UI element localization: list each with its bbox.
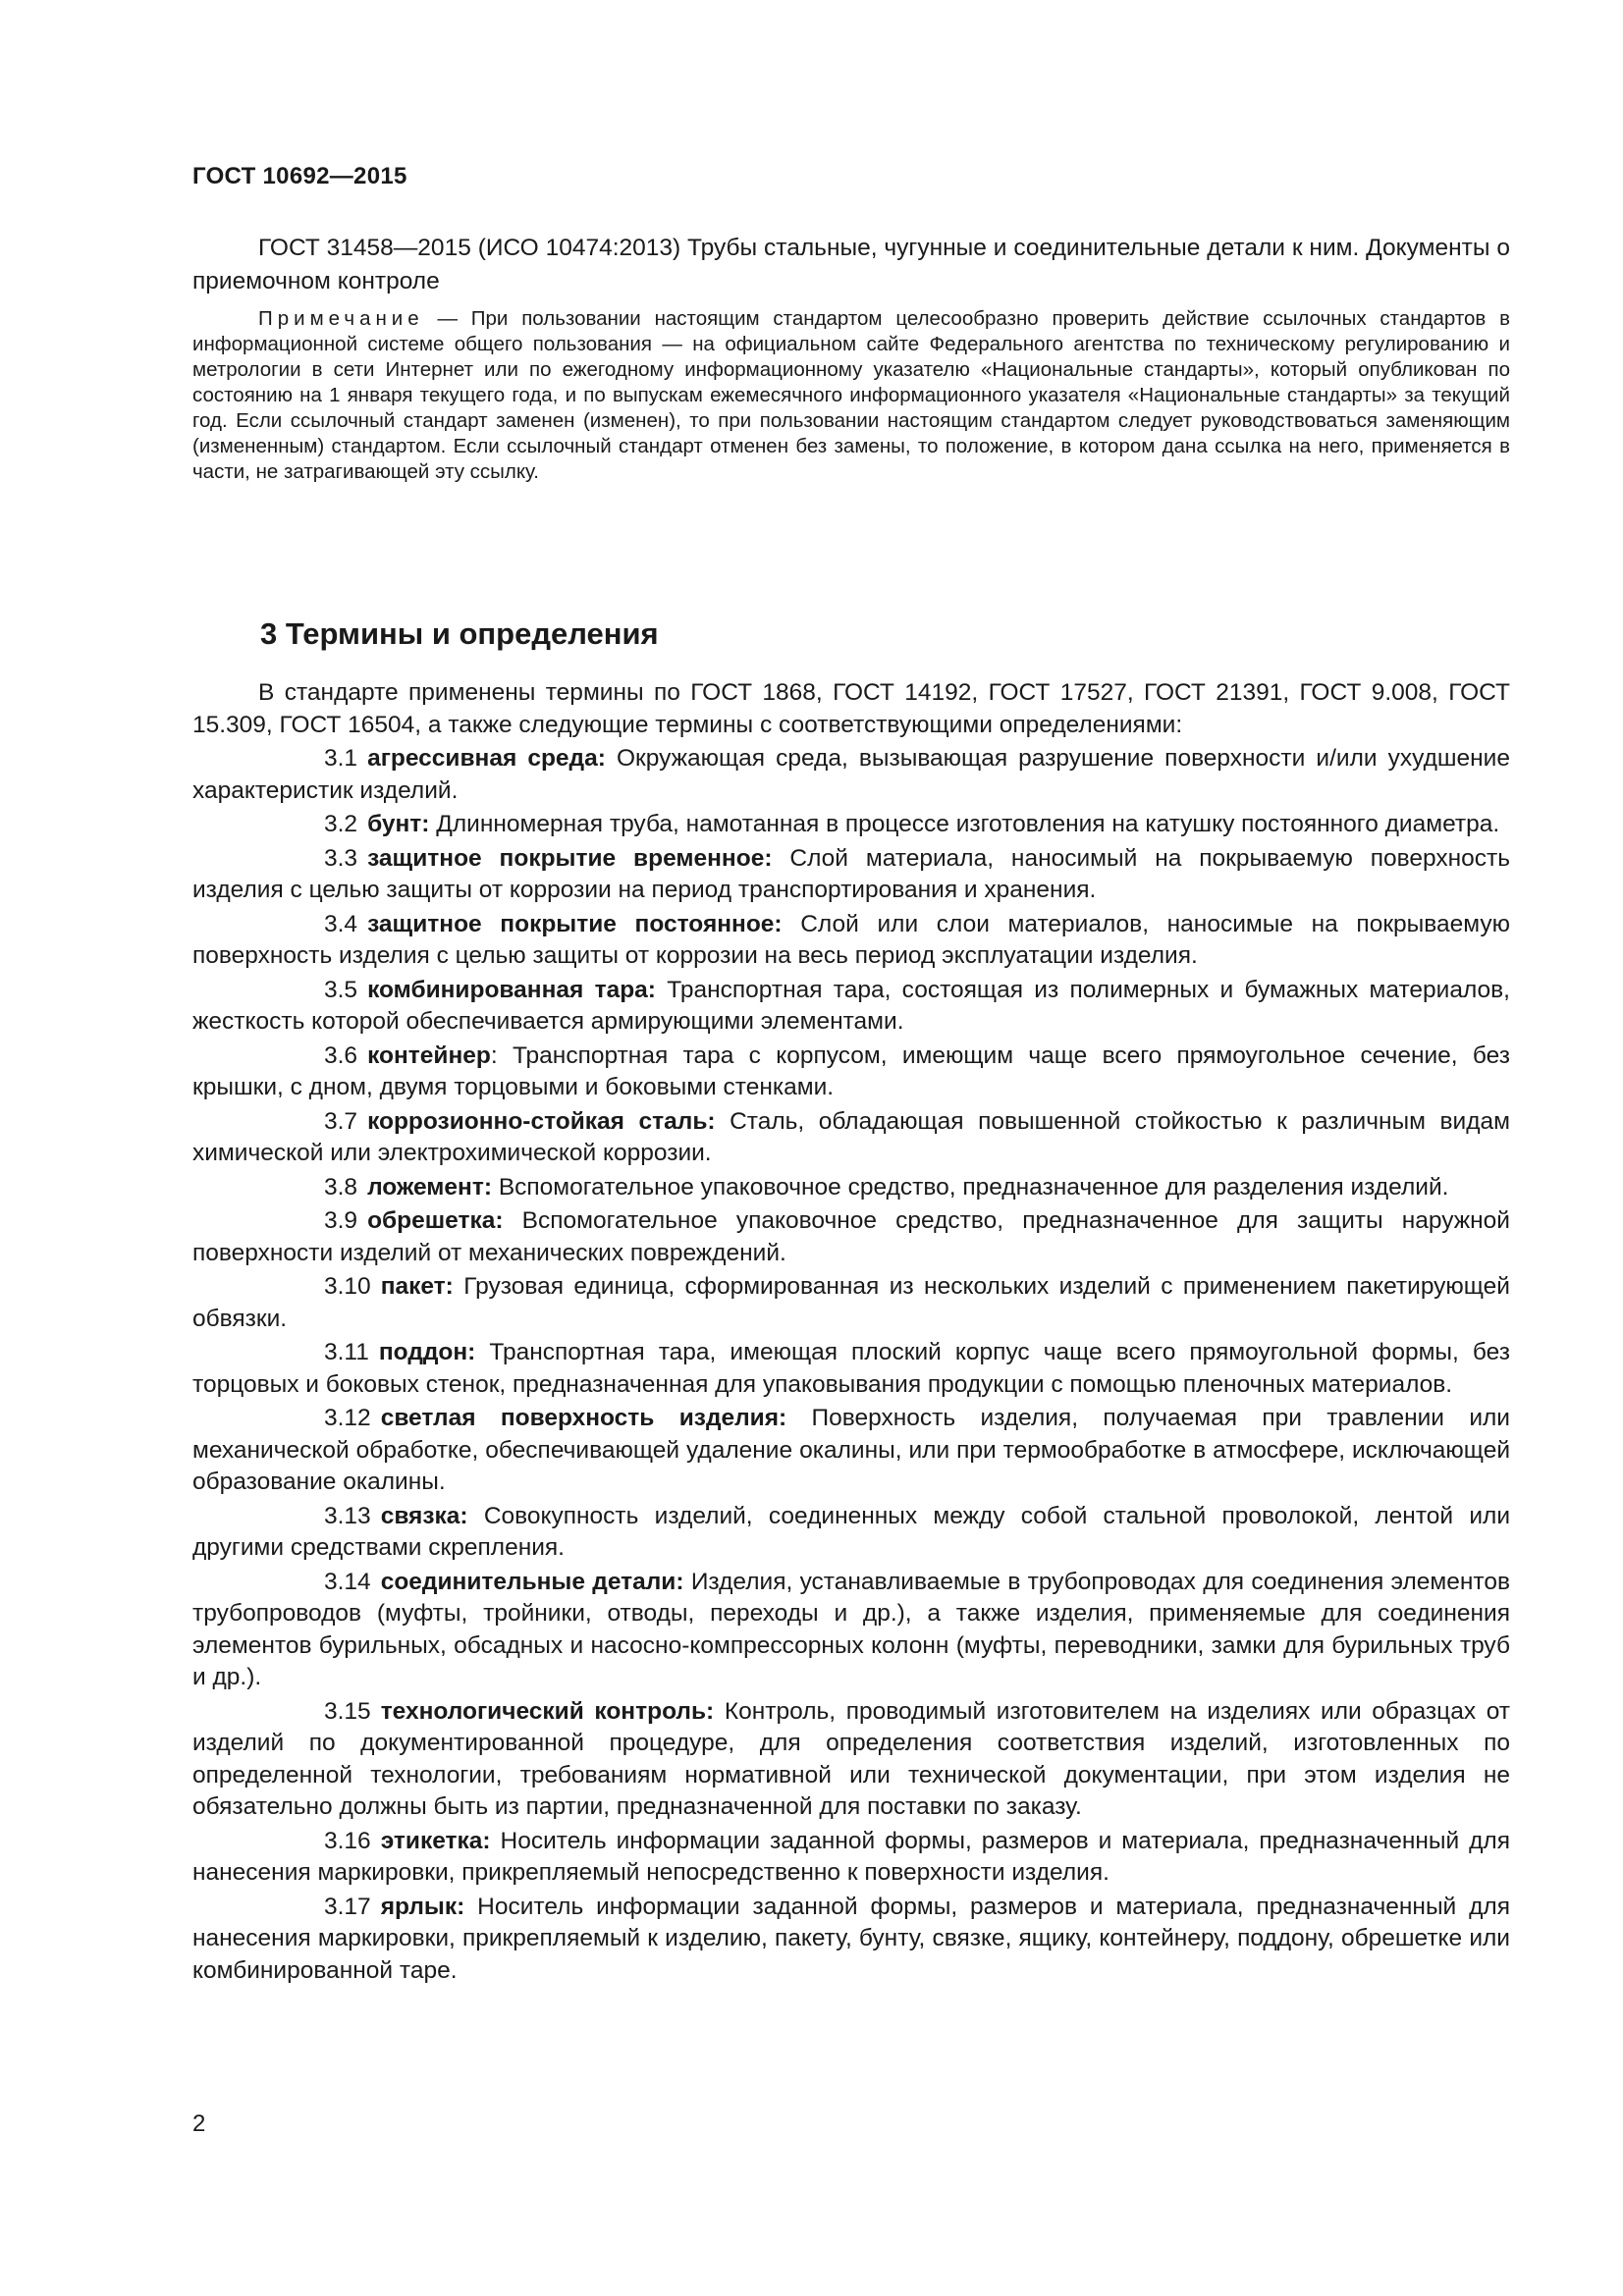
page-number: 2 <box>192 2110 206 2137</box>
term-entry <box>192 1172 1510 1204</box>
term-entry <box>192 843 1510 907</box>
term-number: 3.4 <box>324 910 358 937</box>
term-definition: Сталь, обладающая повышенной стойкостью к различным видам химической или электрохимической коррозии. <box>192 1107 1510 1166</box>
term-entry <box>192 1892 1510 1988</box>
term-entry <box>192 1826 1510 1890</box>
term-name: контейнер <box>367 1041 491 1069</box>
term-name: пакет: <box>380 1273 454 1300</box>
terms-body <box>192 677 1510 1987</box>
term-name: бунт: <box>367 811 430 837</box>
note-lead: Примечание <box>258 307 424 330</box>
term-name: ярлык: <box>380 1893 465 1920</box>
term-definition: Носитель информации заданной формы, размеров и материала, предназначенный для нанесения маркировки, прикрепляемый непосредственно к поверхности изделия. <box>192 1827 1510 1886</box>
term-entry <box>192 1271 1510 1335</box>
term-definition: Слой или слои материалов, наносимые на покрываемую поверхность изделия с целью защиты от коррозии на весь период эксплуатации изделия. <box>192 910 1511 969</box>
term-definition: Транспортная тара, имеющая плоский корпус чаще всего прямоугольной формы, без торцовых и боковых стенок, предназначенная для упаковывания продукции с помощью пленочных материалов. <box>192 1339 1510 1398</box>
term-definition: Слой материала, наносимый на покрываемую поверхность изделия с целью защиты от коррозии на период транспортирования и хранения. <box>192 844 1510 903</box>
normative-reference: ГОСТ 31458—2015 (ИСО 10474:2013) Трубы стальные, чугунные и соединительные детали к ним. Документы о приемочном контроле <box>192 235 1510 294</box>
term-definition: Изделия, устанавливаемые в трубопроводах для соединения элементов трубопроводов (муфты, тройники, отводы, переходы и др.), а также изделия, применяемые для соединения элементов бурильных, обсадных и насосно-компрессорных колонн (муфты, переводники, замки для бурильных труб и др.). <box>192 1568 1510 1690</box>
term-name: связка: <box>380 1502 468 1529</box>
terms-list <box>192 743 1510 1987</box>
term-name: соединительные детали: <box>380 1568 684 1595</box>
section-title: 3 Термины и определения <box>260 616 659 651</box>
term-number: 3.5 <box>324 976 358 1003</box>
term-definition: : Транспортная тара с корпусом, имеющим чаще всего прямоугольное сечение, без крышки, с дном, двумя торцовыми и боковыми стенками. <box>192 1041 1510 1100</box>
term-entry <box>192 1106 1510 1170</box>
term-number: 3.6 <box>324 1041 358 1069</box>
term-definition: Совокупность изделий, соединенных между собой стальной проволокой, лентой или другими средствами скрепления. <box>192 1502 1510 1561</box>
term-number: 3.10 <box>324 1273 371 1300</box>
term-number: 3.1 <box>324 745 358 772</box>
term-entry <box>192 909 1510 973</box>
term-definition: Поверхность изделия, получаемая при травлении или механической обработке, обеспечивающей удаление окалины, или при термообработке в атмосфере, исключающей образование окалины. <box>192 1405 1510 1495</box>
term-number: 3.15 <box>324 1697 371 1725</box>
term-number: 3.11 <box>324 1339 369 1365</box>
term-entry <box>192 1337 1510 1401</box>
term-name: защитное покрытие постоянное: <box>367 910 783 937</box>
term-number: 3.12 <box>324 1405 371 1431</box>
note-text: — При пользовании настоящим стандартом целесообразно проверить действие ссылочных стандартов в информационной системе общего пользования — на официальном сайте Федерального агентства по техническому регулированию и метрологии в сети Интернет или по ежегодному информационному указателю «Национальные стандарты», который опубликован по состоянию на 1 января текущего года, и по выпускам ежемесячного информационного указателя «Национальные стандарты» за текущий год. Если ссылочный стандарт заменен (изменен), то при пользовании настоящим стандартом следует руководствоваться заменяющим (измененным) стандартом. Если ссылочный стандарт отменен без замены, то положение, в котором дана ссылка на него, применяется в части, не затрагивающей эту ссылку. <box>192 307 1510 483</box>
term-definition: Грузовая единица, сформированная из нескольких изделий с применением пакетирующей обвязки. <box>192 1273 1510 1332</box>
term-entry <box>192 1501 1510 1565</box>
term-entry <box>192 1567 1510 1694</box>
term-number: 3.13 <box>324 1502 371 1529</box>
term-name: комбинированная тара: <box>367 976 656 1003</box>
term-entry <box>192 809 1510 841</box>
term-name: светлая поверхность изделия: <box>380 1405 787 1431</box>
note-paragraph <box>192 306 1510 485</box>
term-name: этикетка: <box>380 1827 491 1854</box>
term-definition: Длинномерная труба, намотанная в процессе изготовления на катушку постоянного диаметра. <box>429 811 1500 837</box>
term-number: 3.14 <box>324 1568 371 1595</box>
term-number: 3.9 <box>324 1207 358 1234</box>
term-definition: Носитель информации заданной формы, размеров и материала, предназначенный для нанесения маркировки, прикрепляемый к изделию, пакету, бунту, связке, ящику, контейнеру, поддону, обрешетке или комбинированной таре. <box>192 1893 1510 1984</box>
term-number: 3.7 <box>324 1107 358 1135</box>
term-entry <box>192 1041 1510 1104</box>
term-number: 3.8 <box>324 1173 358 1201</box>
term-name: агрессивная среда: <box>367 745 606 772</box>
term-name: защитное покрытие временное: <box>367 844 773 872</box>
term-entry <box>192 1696 1510 1824</box>
term-name: ложемент: <box>367 1173 493 1201</box>
term-number: 3.17 <box>324 1893 371 1920</box>
term-definition: Окружающая среда, вызывающая разрушение поверхности и/или ухудшение характеристик изделий. <box>192 745 1510 804</box>
section-intro: В стандарте применены термины по ГОСТ 1868, ГОСТ 14192, ГОСТ 17527, ГОСТ 21391, ГОСТ 9.008, ГОСТ 15.309, ГОСТ 16504, а также следующие термины с соответствующими определениями: <box>192 679 1510 738</box>
term-number: 3.16 <box>324 1827 371 1854</box>
term-entry <box>192 975 1510 1039</box>
term-definition: Транспортная тара, состоящая из полимерных и бумажных материалов, жесткость которой обеспечивается армирующими элементами. <box>192 976 1510 1035</box>
term-number: 3.3 <box>324 844 358 872</box>
term-entry <box>192 1205 1510 1269</box>
term-name: поддон: <box>378 1339 476 1365</box>
term-definition: Вспомогательное упаковочное средство, предназначенное для защиты наружной поверхности изделий от механических повреждений. <box>192 1207 1510 1266</box>
document-header: ГОСТ 10692—2015 <box>192 163 407 189</box>
term-definition: Контроль, проводимый изготовителем на изделиях или образцах от изделий по документированной процедуре, для определения соответствия изделий, изготовленных по определенной технологии, требованиям нормативной или технической документации, при этом изделия не обязательно должны быть из партии, предназначенной для поставки по заказу. <box>192 1697 1511 1820</box>
term-name: обрешетка: <box>367 1207 504 1234</box>
term-name: технологический контроль: <box>380 1697 715 1725</box>
term-entry <box>192 743 1510 807</box>
term-name: коррозионно-стойкая сталь: <box>367 1107 716 1135</box>
term-entry <box>192 1403 1510 1499</box>
term-number: 3.2 <box>324 811 358 837</box>
term-definition: Вспомогательное упаковочное средство, предназначенное для разделения изделий. <box>492 1173 1449 1201</box>
